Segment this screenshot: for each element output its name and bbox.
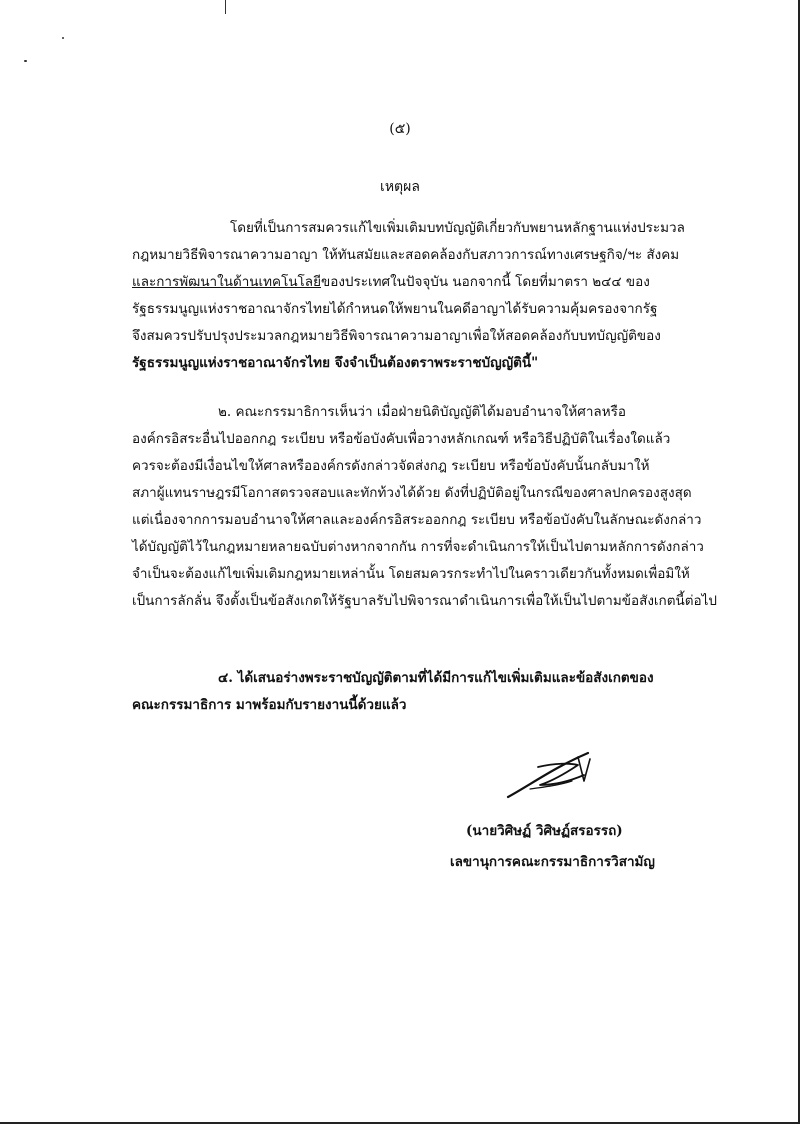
reason-line xyxy=(132,272,650,292)
section2-line: เป็นการลักลั่น จึงตั้งเป็นข้อสังเกตให้รัฐบาลรับไปพิจารณาดำเนินการเพื่อให้เป็นไปตามข้อสังเกตนี้ต่อไป xyxy=(132,593,717,609)
section2-line: ได้บัญญัติไว้ในกฎหมายหลายฉบับต่างหากจากกัน การที่จะดำเนินการให้เป็นไปตามหลักการดังกล่าว xyxy=(132,539,704,555)
reason-line-rest: ของประเทศในปัจจุบัน นอกจากนี้ โดยที่มาตรา ๒๔๔ ของ xyxy=(321,274,650,290)
section2-line: สภาผู้แทนราษฎรมีโอกาสตรวจสอบและทักท้วงได้ด้วย ดังที่ปฏิบัติอยู่ในกรณีของศาลปกครองสูงสุด xyxy=(132,485,692,501)
scan-artifact-line xyxy=(225,0,226,14)
section4-line: ๔. ได้เสนอร่างพระราชบัญญัติตามที่ได้มีการแก้ไขเพิ่มเติมและข้อสังเกตของ xyxy=(218,670,654,686)
underlined-phrase: และการพัฒนาในด้านเทคโนโลยี xyxy=(132,274,321,290)
section2-line: จำเป็นจะต้องแก้ไขเพิ่มเติมกฎหมายเหล่านั้น โดยสมควรกระทำไปในคราวเดียวกันทั้งหมดเพื่อมิให้ xyxy=(132,566,690,582)
reason-line: จึงสมควรปรับปรุงประมวลกฎหมายวิธีพิจารณาความอาญาเพื่อให้สอดคล้องกับบทบัญญัติของ xyxy=(132,328,661,344)
section2-line: ๒. คณะกรรมาธิการเห็นว่า เมื่อฝ่ายนิติบัญญัติได้มอบอำนาจให้ศาลหรือ xyxy=(218,404,626,420)
page-number: (๕) xyxy=(389,121,411,137)
reason-line: โดยที่เป็นการสมควรแก้ไขเพิ่มเติมบทบัญญัติเกี่ยวกับพยานหลักฐานแห่งประมวล xyxy=(230,220,685,236)
signatory-title: เลขานุการคณะกรรมาธิการวิสามัญ xyxy=(450,854,655,870)
section2-line: ควรจะต้องมีเงื่อนไขให้ศาลหรือองค์กรดังกล่าวจัดส่งกฎ ระเบียบ หรือข้อบังคับนั้นกลับมาให้ xyxy=(132,458,650,474)
reason-line: รัฐธรรมนูญแห่งราชอาณาจักรไทยได้กำหนดให้พยานในคดีอาญาได้รับความคุ้มครองจากรัฐ xyxy=(132,301,658,317)
section4-line: คณะกรรมาธิการ มาพร้อมกับรายงานนี้ด้วยแล้ว xyxy=(132,697,407,713)
section2-line: แต่เนื่องจากการมอบอำนาจให้ศาลและองค์กรอิสระออกกฎ ระเบียบ หรือข้อบังคับในลักษณะดังกล่าว xyxy=(132,512,702,528)
section2-line: องค์กรอิสระอื่นไปออกกฎ ระเบียบ หรือข้อบังคับเพื่อวางหลักเกณฑ์ หรือวิธีปฏิบัติในเรื่องใดแล้ว xyxy=(132,431,671,447)
reason-line: กฎหมายวิธีพิจารณาความอาญา ให้ทันสมัยและสอดคล้องกับสภาวการณ์ทางเศรษฐกิจ/ฯะ สังคม xyxy=(132,247,680,263)
signatory-name: (นายวิศิษฏ์ วิศิษฏ์สรอรรถ) xyxy=(466,823,623,839)
handwritten-signature xyxy=(500,745,600,805)
scan-artifact-dot xyxy=(62,37,64,39)
scan-artifact-dot xyxy=(24,60,27,62)
reason-line: รัฐธรรมนูญแห่งราชอาณาจักรไทย จึงจำเป็นต้องตราพระราชบัญญัตินี้" xyxy=(132,355,539,371)
section-heading: เหตุผล xyxy=(380,179,420,195)
